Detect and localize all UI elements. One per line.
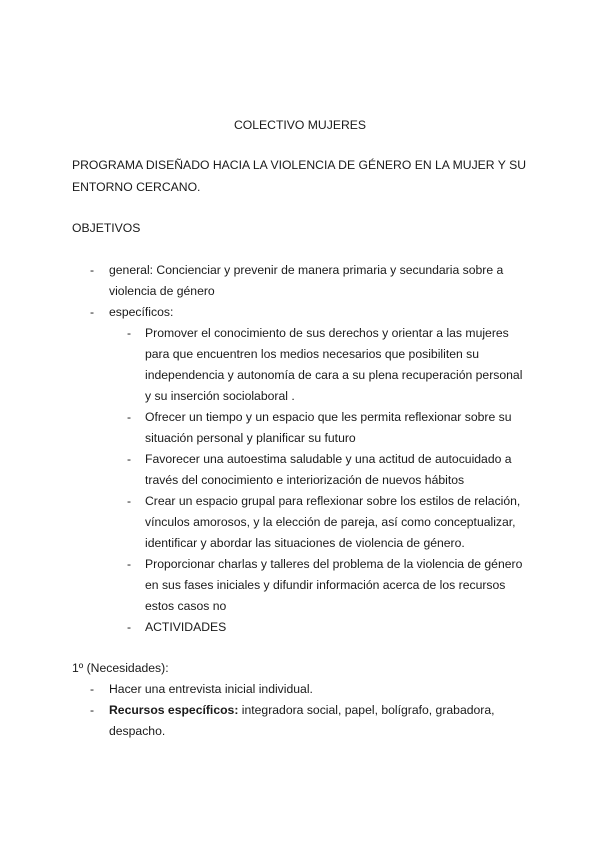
specific-item-1-line-2: para que encuentren los medios necesarios que posibiliten su xyxy=(145,347,480,361)
sub-bullet-dash: - xyxy=(127,326,132,340)
needs-heading: 1º (Necesidades): xyxy=(72,661,169,675)
resources-line-2: despacho. xyxy=(109,724,166,738)
specific-item-5-line-3: estos casos no xyxy=(145,599,227,613)
bullet-dash: - xyxy=(90,682,95,696)
needs-item-1: Hacer una entrevista inicial individual. xyxy=(109,682,313,696)
sub-bullet-dash: - xyxy=(127,557,132,571)
sub-bullet-dash: - xyxy=(127,494,132,508)
resources-line-1 xyxy=(109,703,495,717)
sub-bullet-dash: - xyxy=(127,620,132,634)
specific-item-1-line-1: Promover el conocimiento de sus derechos y orientar a las mujeres xyxy=(145,326,509,340)
specific-item-2-line-1: Ofrecer un tiempo y un espacio que les permita reflexionar sobre su xyxy=(145,410,512,424)
objectives-heading: OBJETIVOS xyxy=(72,221,141,235)
general-objective-line-1: general: Concienciar y prevenir de manera primaria y secundaria sobre a xyxy=(109,263,504,277)
bullet-dash: - xyxy=(90,263,95,277)
specific-item-3-line-2: través del conocimiento e interiorización de nuevos hábitos xyxy=(145,473,465,487)
sub-bullet-dash: - xyxy=(127,410,132,424)
document-title: COLECTIVO MUJERES xyxy=(233,118,367,132)
specific-item-1-line-4: y su inserción sociolaboral . xyxy=(145,389,295,403)
specific-item-3-line-1: Favorecer una autoestima saludable y una actitud de autocuidado a xyxy=(145,452,512,466)
general-objective-line-2: violencia de género xyxy=(109,284,215,298)
sub-bullet-dash: - xyxy=(127,452,132,466)
activities-label: ACTIVIDADES xyxy=(145,620,227,634)
program-heading-line-2: ENTORNO CERCANO. xyxy=(72,180,201,194)
program-heading-line-1: PROGRAMA DISEÑADO HACIA LA VIOLENCIA DE GÉNERO EN LA MUJER Y SU xyxy=(72,158,526,172)
specific-item-4-line-3: identificar y abordar las situaciones de violencia de género. xyxy=(145,536,465,550)
resources-text: integradora social, papel, bolígrafo, grabadora, xyxy=(238,703,495,717)
resources-label: Recursos específicos: xyxy=(109,703,239,717)
specific-item-2-line-2: situación personal y planificar su futuro xyxy=(145,431,356,445)
bullet-dash: - xyxy=(90,703,95,717)
specific-item-5-line-2: en sus fases iniciales y difundir información acerca de los recursos xyxy=(145,578,506,592)
specific-item-4-line-2: vínculos amorosos, y la elección de pareja, así como conceptualizar, xyxy=(145,515,516,529)
specific-objectives-label: específicos: xyxy=(109,305,174,319)
specific-item-5-line-1: Proporcionar charlas y talleres del problema de la violencia de género xyxy=(145,557,523,571)
bullet-dash: - xyxy=(90,305,95,319)
specific-item-4-line-1: Crear un espacio grupal para reflexionar sobre los estilos de relación, xyxy=(145,494,521,508)
specific-item-1-line-3: independencia y autonomía de cara a su plena recuperación personal xyxy=(145,368,523,382)
